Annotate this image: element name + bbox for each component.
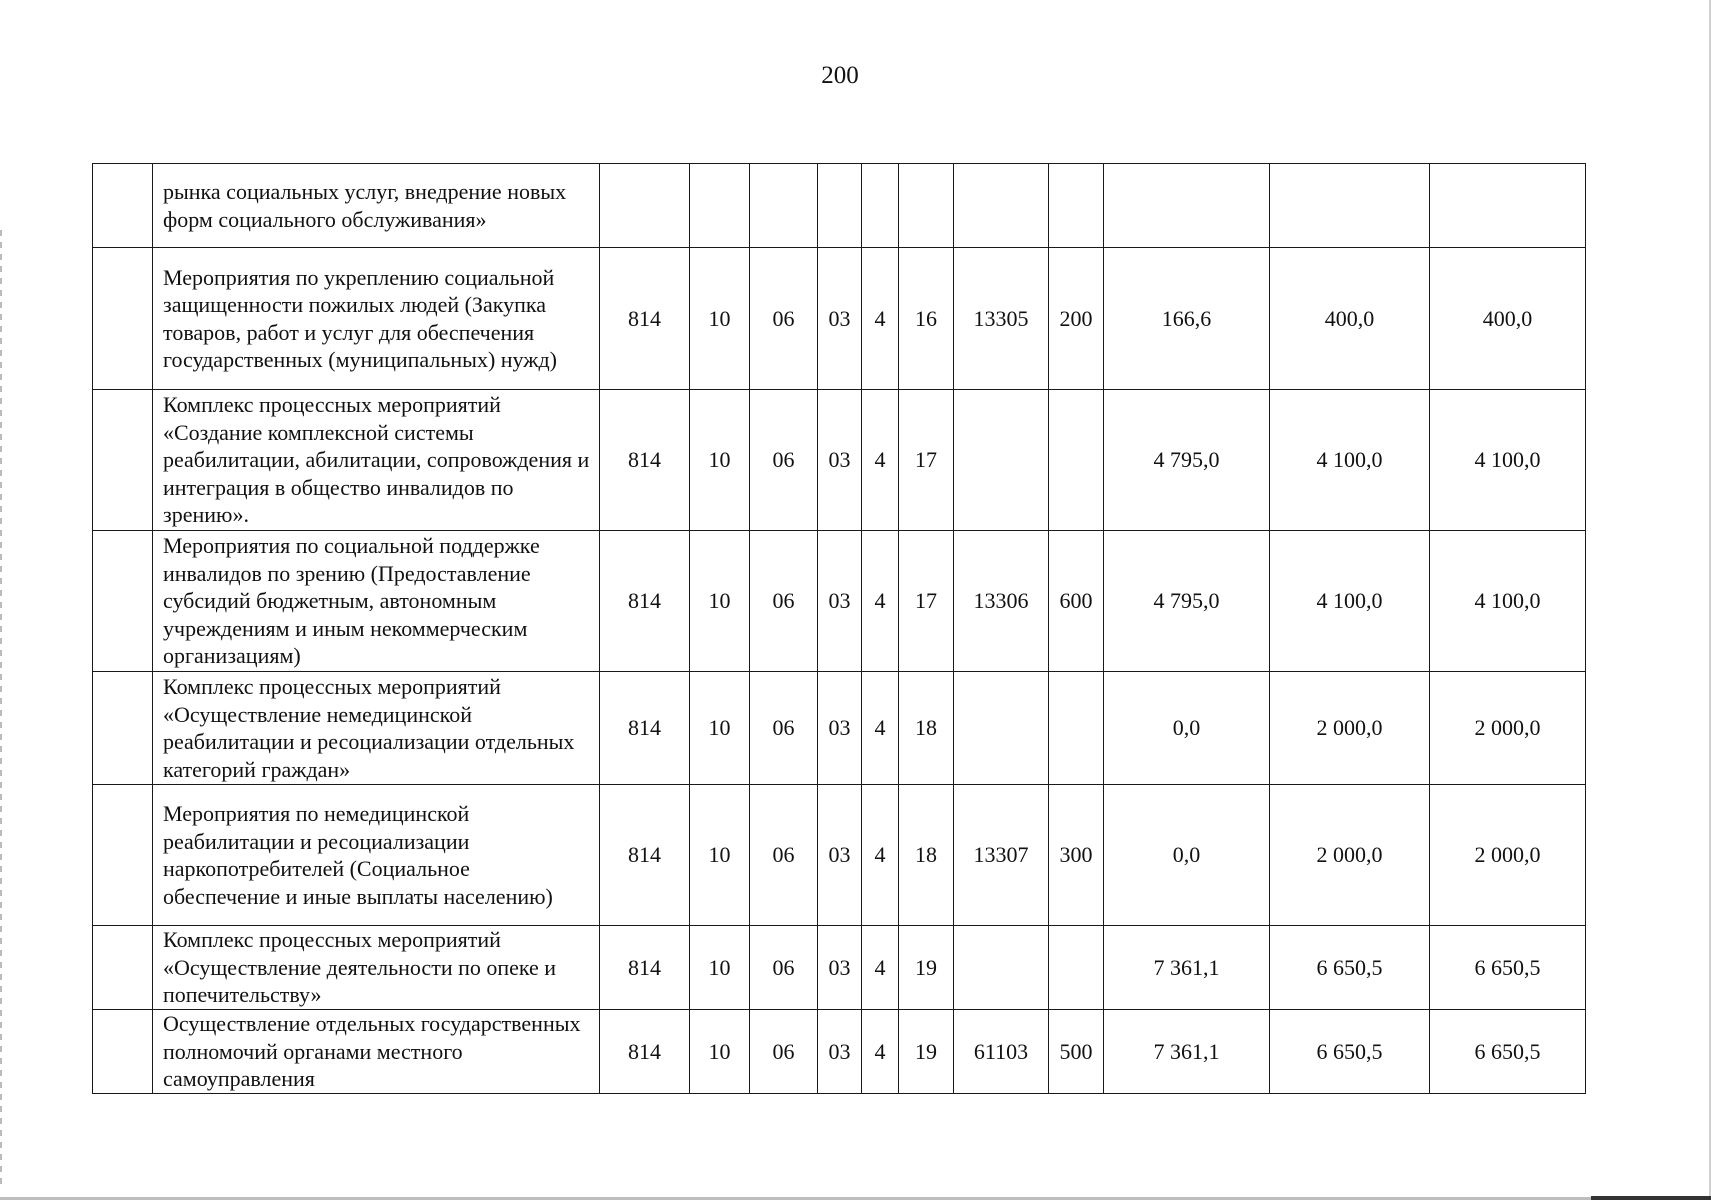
amount-year3-cell: 400,0 xyxy=(1430,248,1586,390)
budget-table xyxy=(92,163,1586,1094)
amount-year3-cell: 6 650,5 xyxy=(1430,926,1586,1010)
code-subprogram-cell: 17 xyxy=(899,531,954,672)
code-ministry-cell: 814 xyxy=(600,926,690,1010)
amount-year1-cell: 0,0 xyxy=(1104,672,1270,785)
table-row xyxy=(93,531,1586,672)
code-subsection-cell: 06 xyxy=(750,1010,818,1094)
code-subsection-cell: 06 xyxy=(750,785,818,926)
table-body xyxy=(93,164,1586,1094)
table-row xyxy=(93,785,1586,926)
amount-year1-cell: 4 795,0 xyxy=(1104,390,1270,531)
code-section-cell xyxy=(690,164,750,248)
row-number-cell xyxy=(93,531,153,672)
row-number-cell xyxy=(93,164,153,248)
scan-edge-bottom-dark xyxy=(1591,1196,1711,1200)
amount-year1-cell: 0,0 xyxy=(1104,785,1270,926)
code-program-type-cell: 4 xyxy=(862,531,899,672)
code-subprogram-cell xyxy=(899,164,954,248)
code-section-cell: 10 xyxy=(690,390,750,531)
code-program-cell: 03 xyxy=(818,248,862,390)
amount-year2-cell: 4 100,0 xyxy=(1270,390,1430,531)
row-number-cell xyxy=(93,390,153,531)
row-number-cell xyxy=(93,672,153,785)
code-ministry-cell: 814 xyxy=(600,785,690,926)
code-program-cell: 03 xyxy=(818,390,862,531)
amount-year3-cell: 2 000,0 xyxy=(1430,672,1586,785)
code-ministry-cell: 814 xyxy=(600,1010,690,1094)
amount-year2-cell: 6 650,5 xyxy=(1270,1010,1430,1094)
amount-year1-cell: 4 795,0 xyxy=(1104,531,1270,672)
code-subprogram-cell: 18 xyxy=(899,672,954,785)
code-program-type-cell: 4 xyxy=(862,926,899,1010)
amount-year1-cell: 7 361,1 xyxy=(1104,926,1270,1010)
code-direction-cell xyxy=(954,164,1049,248)
code-expense-type-cell xyxy=(1049,672,1104,785)
code-program-cell: 03 xyxy=(818,1010,862,1094)
code-ministry-cell: 814 xyxy=(600,531,690,672)
code-section-cell: 10 xyxy=(690,1010,750,1094)
code-subsection-cell: 06 xyxy=(750,390,818,531)
code-direction-cell: 13306 xyxy=(954,531,1049,672)
amount-year3-cell: 2 000,0 xyxy=(1430,785,1586,926)
amount-year2-cell: 2 000,0 xyxy=(1270,672,1430,785)
code-program-type-cell: 4 xyxy=(862,1010,899,1094)
amount-year1-cell: 166,6 xyxy=(1104,248,1270,390)
code-expense-type-cell: 500 xyxy=(1049,1010,1104,1094)
page-number: 200 xyxy=(821,62,859,89)
code-expense-type-cell xyxy=(1049,926,1104,1010)
amount-year3-cell: 4 100,0 xyxy=(1430,531,1586,672)
code-subsection-cell: 06 xyxy=(750,926,818,1010)
code-subsection-cell: 06 xyxy=(750,531,818,672)
code-subsection-cell: 06 xyxy=(750,672,818,785)
table-row xyxy=(93,164,1586,248)
code-expense-type-cell: 300 xyxy=(1049,785,1104,926)
code-program-cell: 03 xyxy=(818,672,862,785)
code-subsection-cell xyxy=(750,164,818,248)
row-number-cell xyxy=(93,248,153,390)
code-section-cell: 10 xyxy=(690,248,750,390)
table-row xyxy=(93,390,1586,531)
code-expense-type-cell xyxy=(1049,390,1104,531)
code-program-type-cell: 4 xyxy=(862,672,899,785)
code-subprogram-cell: 17 xyxy=(899,390,954,531)
code-ministry-cell: 814 xyxy=(600,672,690,785)
code-subprogram-cell: 16 xyxy=(899,248,954,390)
item-name-cell: Комплекс процессных мероприятий «Создание комплексной системы реабилитации, абилитации, сопровождения и интеграция в общество инвалидов по зрению». xyxy=(153,390,600,531)
item-name-cell: рынка социальных услуг, внедрение новых форм социального обслуживания» xyxy=(153,164,600,248)
table-row xyxy=(93,672,1586,785)
code-program-type-cell: 4 xyxy=(862,390,899,531)
code-program-cell xyxy=(818,164,862,248)
amount-year3-cell xyxy=(1430,164,1586,248)
row-number-cell xyxy=(93,926,153,1010)
code-subprogram-cell: 19 xyxy=(899,1010,954,1094)
code-program-cell: 03 xyxy=(818,785,862,926)
code-section-cell: 10 xyxy=(690,531,750,672)
code-direction-cell: 61103 xyxy=(954,1010,1049,1094)
scan-edge-left xyxy=(0,230,2,1190)
item-name-cell: Комплекс процессных мероприятий «Осуществление деятельности по опеке и попечительству» xyxy=(153,926,600,1010)
code-direction-cell: 13307 xyxy=(954,785,1049,926)
item-name-cell: Мероприятия по социальной поддержке инвалидов по зрению (Предоставление субсидий бюджетным, автономным учреждениям и иным некоммерческим организациям) xyxy=(153,531,600,672)
code-subprogram-cell: 18 xyxy=(899,785,954,926)
item-name-cell: Мероприятия по немедицинской реабилитации и ресоциализации наркопотребителей (Социальное обеспечение и иные выплаты населению) xyxy=(153,785,600,926)
code-section-cell: 10 xyxy=(690,926,750,1010)
code-subsection-cell: 06 xyxy=(750,248,818,390)
code-program-cell: 03 xyxy=(818,926,862,1010)
code-ministry-cell: 814 xyxy=(600,390,690,531)
code-section-cell: 10 xyxy=(690,785,750,926)
code-program-type-cell: 4 xyxy=(862,785,899,926)
code-section-cell: 10 xyxy=(690,672,750,785)
row-number-cell xyxy=(93,1010,153,1094)
amount-year2-cell xyxy=(1270,164,1430,248)
code-expense-type-cell xyxy=(1049,164,1104,248)
amount-year2-cell: 6 650,5 xyxy=(1270,926,1430,1010)
table-row xyxy=(93,1010,1586,1094)
code-program-type-cell: 4 xyxy=(862,248,899,390)
code-ministry-cell xyxy=(600,164,690,248)
amount-year1-cell xyxy=(1104,164,1270,248)
code-direction-cell xyxy=(954,390,1049,531)
code-subprogram-cell: 19 xyxy=(899,926,954,1010)
code-direction-cell xyxy=(954,672,1049,785)
amount-year3-cell: 6 650,5 xyxy=(1430,1010,1586,1094)
table-row xyxy=(93,248,1586,390)
code-expense-type-cell: 600 xyxy=(1049,531,1104,672)
amount-year3-cell: 4 100,0 xyxy=(1430,390,1586,531)
code-direction-cell: 13305 xyxy=(954,248,1049,390)
amount-year2-cell: 400,0 xyxy=(1270,248,1430,390)
code-direction-cell xyxy=(954,926,1049,1010)
item-name-cell: Комплекс процессных мероприятий «Осуществление немедицинской реабилитации и ресоциализации отдельных категорий граждан» xyxy=(153,672,600,785)
item-name-cell: Мероприятия по укреплению социальной защищенности пожилых людей (Закупка товаров, работ и услуг для обеспечения государственных (муниципальных) нужд) xyxy=(153,248,600,390)
amount-year2-cell: 4 100,0 xyxy=(1270,531,1430,672)
code-expense-type-cell: 200 xyxy=(1049,248,1104,390)
row-number-cell xyxy=(93,785,153,926)
code-ministry-cell: 814 xyxy=(600,248,690,390)
amount-year1-cell: 7 361,1 xyxy=(1104,1010,1270,1094)
amount-year2-cell: 2 000,0 xyxy=(1270,785,1430,926)
code-program-cell: 03 xyxy=(818,531,862,672)
code-program-type-cell xyxy=(862,164,899,248)
table-row xyxy=(93,926,1586,1010)
item-name-cell: Осуществление отдельных государственных полномочий органами местного самоуправления xyxy=(153,1010,600,1094)
